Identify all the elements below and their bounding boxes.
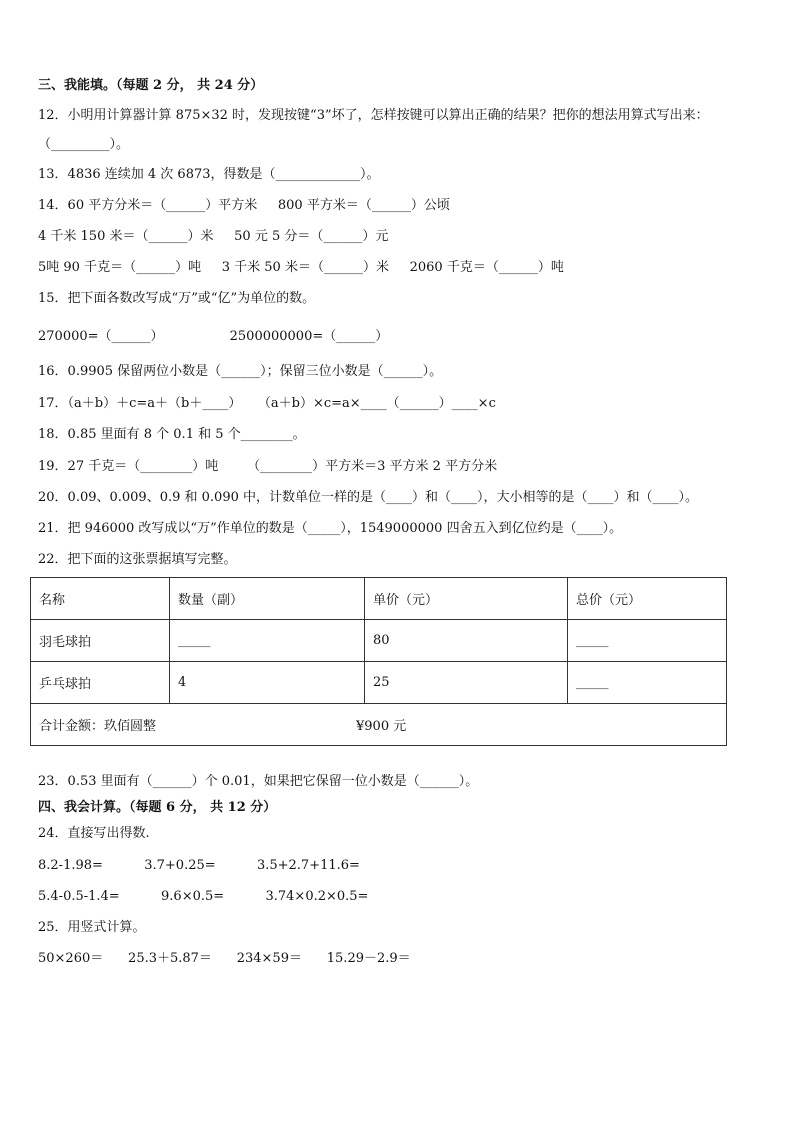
question-17: 17．（a＋b）＋c=a＋（b＋____） （a＋b）×c=a×____（______）____×c (38, 396, 496, 411)
question-16: 16．0.9905 保留两位小数是（______）；保留三位小数是（______）。 (38, 364, 443, 379)
question-24: 24．直接写出得数. (38, 826, 150, 841)
question-14-line2: 4 千米 150 米＝（______）米 50 元 5 分＝（______）元 (38, 229, 389, 244)
cell-total-price: _____ (568, 620, 727, 662)
question-22: 22．把下面的这张票据填写完整。 (38, 552, 237, 567)
receipt-header-row (31, 578, 727, 620)
question-12-text: 12．小明用计算器计算 875×32 时，发现按键“3”坏了，怎样按键可以算出正确的结果？把你的想法用算式写出来： (38, 108, 709, 123)
question-13: 13．4836 连续加 4 次 6873，得数是（_____________）。 (38, 167, 380, 182)
receipt-total-row (31, 704, 727, 746)
cell-name: 羽毛球拍 (31, 620, 170, 662)
total-amount: ¥900 元 (356, 719, 407, 734)
question-23: 23．0.53 里面有（______）个 0.01，如果把它保留一位小数是（______）。 (38, 774, 479, 789)
header-name: 名称 (31, 578, 170, 620)
question-19: 19．27 千克＝（________）吨 （________）平方米＝3 平方米 2 平方分米 (38, 459, 498, 474)
section3-heading: 三、我能填。（每题 2 分， 共 24 分） (38, 78, 264, 93)
question-24-row2: 5.4-0.5-1.4= 9.6×0.5= 3.74×0.2×0.5= (38, 889, 369, 904)
cell-unit-price: 80 (365, 620, 568, 662)
section4-heading: 四、我会计算。（每题 6 分， 共 12 分） (38, 800, 277, 815)
header-unit-price: 单价（元） (365, 578, 568, 620)
cell-quantity: 4 (170, 662, 365, 704)
receipt-table (30, 577, 727, 746)
question-18: 18．0.85 里面有 8 个 0.1 和 5 个________。 (38, 427, 306, 442)
question-25-row: 50×260＝ 25.3＋5.87＝ 234×59＝ 15.29－2.9＝ (38, 951, 411, 966)
question-25: 25．用竖式计算。 (38, 920, 146, 935)
question-14-line3: 5吨 90 千克＝（______）吨 3 千米 50 米＝（______）米 2060 千克＝（______）吨 (38, 260, 564, 275)
question-15-items: 270000=（______） 2500000000=（______） (38, 329, 389, 344)
question-24-row1: 8.2-1.98= 3.7+0.25= 3.5+2.7+11.6= (38, 858, 360, 873)
table-row (31, 662, 727, 704)
cell-total-price: _____ (568, 662, 727, 704)
question-20: 20．0.09、0.009、0.9 和 0.090 中，计数单位一样的是（____）和（____），大小相等的是（____）和（____）。 (38, 490, 698, 505)
cell-quantity: _____ (170, 620, 365, 662)
question-14-line1: 14．60 平方分米＝（______）平方米 800 平方米＝（______）公顷 (38, 198, 450, 213)
header-total-price: 总价（元） (568, 578, 727, 620)
receipt-total-cell (31, 704, 727, 746)
cell-name: 乒乓球拍 (31, 662, 170, 704)
table-row (31, 620, 727, 662)
question-15: 15．把下面各数改写成“万”或“亿”为单位的数。 (38, 291, 316, 306)
header-quantity: 数量（副） (170, 578, 365, 620)
question-12-answer: （_________）。 (38, 137, 130, 152)
question-21: 21．把 946000 改写成以“万”作单位的数是（_____），1549000000 四舍五入到亿位约是（____）。 (38, 521, 623, 536)
cell-unit-price: 25 (365, 662, 568, 704)
total-label: 合计金额：玖佰圆整 (39, 719, 157, 734)
